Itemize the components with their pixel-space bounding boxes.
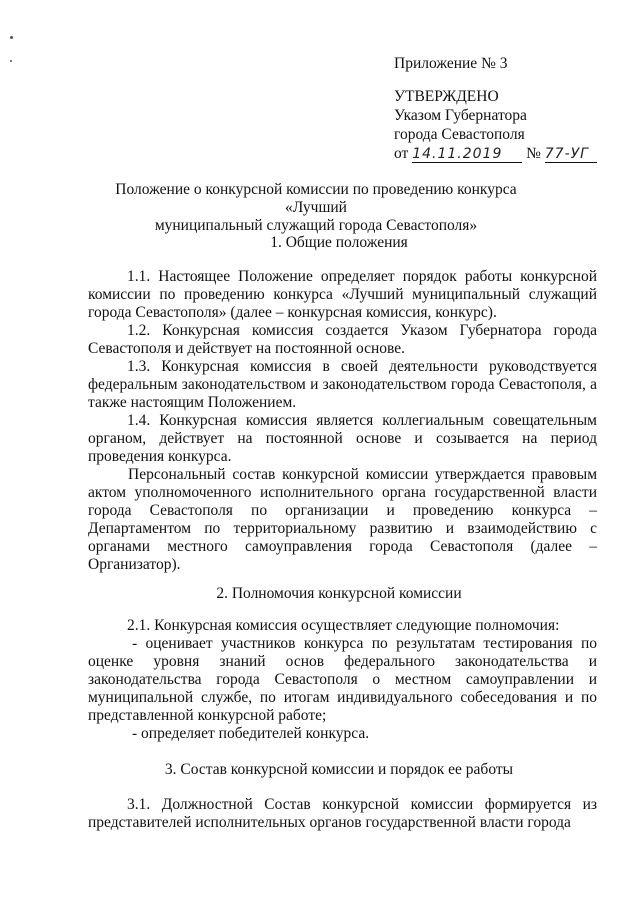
section3-paragraph-1: 3.1. Должностной Состав конкурсной комиссии формируется из представителей исполнительных органов государственной власти города [88, 796, 597, 831]
date-value: 14.11.2019 [412, 146, 503, 162]
section2-paragraph-1: 2.1. Конкурсная комиссия осуществляет следующие полномочия: [127, 617, 560, 634]
document-title [90, 181, 542, 235]
section3-body [88, 796, 597, 832]
city-label: города Севастополя [394, 126, 525, 143]
section1-paragraph-2: 1.2. Конкурсная комиссия создается Указом Губернатора города Севастополя и действует на постоянной основе. [88, 322, 597, 357]
section1-paragraph-1: 1.1. Настоящее Положение определяет порядок работы конкурсной комиссии по проведению конкурса «Лучший муниципальный служащий города Севастополя» (далее – конкурсная комиссия, конкурс). [88, 268, 597, 321]
section2-item-2: - определяет победителей конкурса. [132, 725, 370, 742]
section1-paragraph-5: Персональный состав конкурсной комиссии утверждается правовым актом уполномоченного исполнительного органа государственной власти города Севастополя по организации и проведению конкурса – Департаментом по территориальному развитию и взаимодействию с органами местного самоуправления города Севастополя (далее – Организатор). [88, 466, 597, 573]
section3-heading: 3. Состав конкурсной комиссии и порядок ее работы [164, 761, 514, 778]
section1-body [88, 268, 597, 574]
section1-heading: 1. Общие положения [270, 234, 408, 251]
section1-paragraph-3: 1.3. Конкурсная комиссия в своей деятельности руководствуется федеральным законодательством и законодательством города Севастополя, а также настоящим Положением. [88, 358, 597, 411]
number-prefix: № [526, 145, 541, 162]
appendix-label: Приложение № 3 [394, 55, 508, 72]
approval-block [394, 54, 624, 163]
number-field [545, 146, 597, 163]
scan-speck [10, 60, 12, 62]
title-line-1: Положение о конкурсной комиссии по проведению конкурса «Лучший [115, 181, 517, 216]
date-number-line [394, 144, 624, 163]
section2-heading: 2. Полномочия конкурсной комиссии [216, 585, 462, 602]
scan-speck [10, 36, 13, 39]
decree-label: Указом Губернатора [394, 107, 527, 124]
section2-body [88, 617, 597, 743]
date-prefix: от [394, 145, 409, 162]
number-value: 77-УГ [544, 146, 589, 162]
section1-paragraph-4: 1.4. Конкурсная комиссия является коллегиальным совещательным органом, действует на постоянной основе и созывается на период проведения конкурса. [88, 412, 597, 465]
approved-label: УТВЕРЖДЕНО [394, 88, 499, 105]
section2-item-1: - оценивает участников конкурса по результатам тестирования по оценке уровня знаний основ федерального законодательства и законодательства города Севастополя о местном самоуправлении и муниципальной службе, по итогам индивидуального собеседования и по представленной конкурсной работе; [88, 635, 597, 724]
title-line-2: муниципальный служащий города Севастополя» [154, 217, 478, 234]
date-field [412, 146, 522, 163]
